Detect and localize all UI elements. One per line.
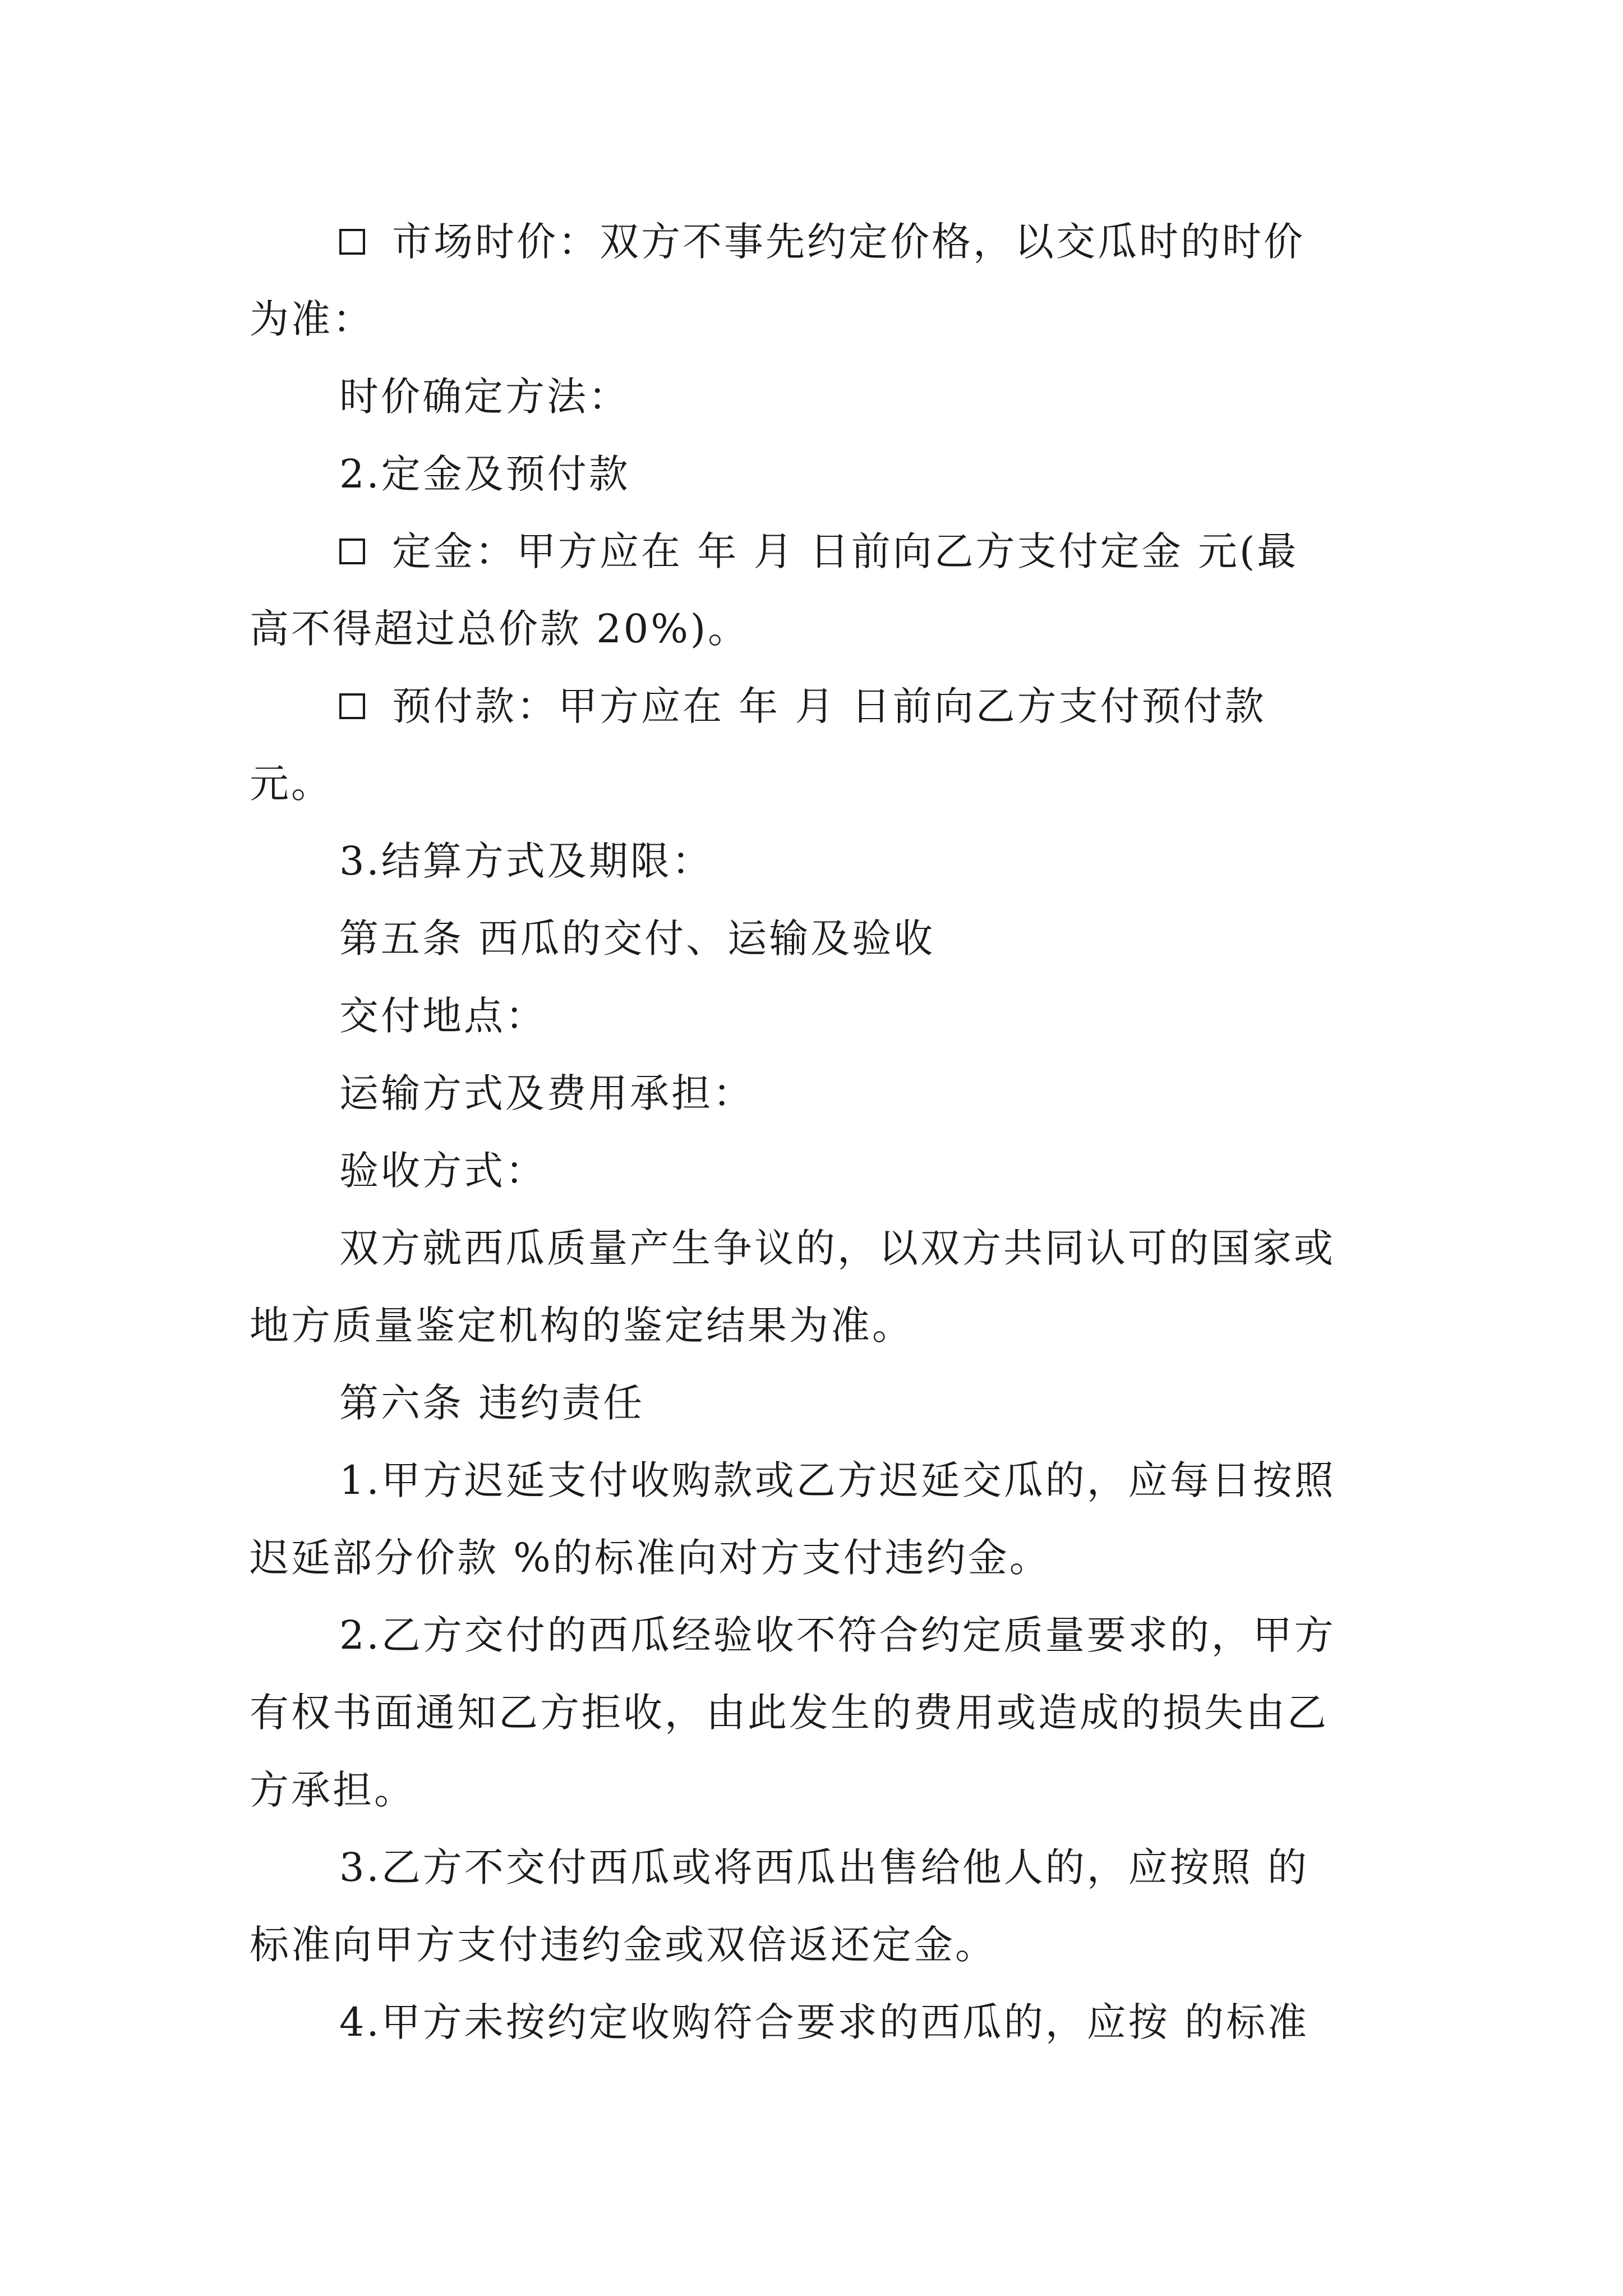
text-line: 定金：甲方应在 年 月 日前向乙方支付定金 元(最 [392, 528, 1299, 574]
text-line: 3.结算方式及期限： [339, 838, 713, 884]
text-line: 迟延部分价款 %的标准向对方支付违约金。 [250, 1535, 1051, 1581]
section-heading: 第六条 违约责任 [339, 1380, 645, 1426]
text-line: 地方质量鉴定机构的鉴定结果为准。 [250, 1303, 914, 1349]
checkbox-deposit[interactable] [339, 539, 365, 564]
text-line: 预付款：甲方应在 年 月 日前向乙方支付预付款 [392, 683, 1266, 729]
document-page [250, 203, 1382, 2061]
text-line: 交付地点： [339, 993, 547, 1039]
text-line: 有权书面通知乙方拒收，由此发生的费用或造成的损失由乙 [250, 1690, 1329, 1736]
text-line: 双方就西瓜质量产生争议的，以双方共同认可的国家或 [339, 1225, 1335, 1271]
text-line: 运输方式及费用承担： [339, 1070, 754, 1116]
text-line: 方承担。 [250, 1767, 416, 1813]
text-line: 标准向甲方支付违约金或双倍返还定金。 [250, 1922, 997, 1968]
section-heading: 第五条 西瓜的交付、运输及验收 [339, 915, 935, 961]
text-line: 验收方式： [339, 1148, 547, 1194]
checkbox-prepayment[interactable] [339, 693, 365, 719]
paragraph-market-price [250, 203, 1382, 280]
text-line: 高不得超过总价款 20%)。 [250, 606, 750, 652]
text-line: 市场时价：双方不事先约定价格，以交瓜时的时价 [392, 219, 1305, 265]
text-line: 2.定金及预付款 [339, 451, 630, 497]
text-line: 3.乙方不交付西瓜或将西瓜出售给他人的，应按照 的 [339, 1844, 1310, 1890]
text-line: 1.甲方迟延支付收购款或乙方迟延交瓜的，应每日按照 [339, 1457, 1336, 1503]
text-line: 时价确定方法： [339, 374, 630, 420]
text-line: 元。 [250, 761, 333, 807]
text-line: 4.甲方未按约定收购符合要求的西瓜的，应按 的标准 [339, 1999, 1310, 2045]
checkbox-market-price[interactable] [339, 229, 365, 255]
text-line: 2.乙方交付的西瓜经验收不符合约定质量要求的，甲方 [339, 1612, 1336, 1658]
paragraph-deposit [250, 513, 1382, 590]
text-line: 为准： [250, 296, 374, 342]
paragraph-prepayment [250, 668, 1382, 745]
